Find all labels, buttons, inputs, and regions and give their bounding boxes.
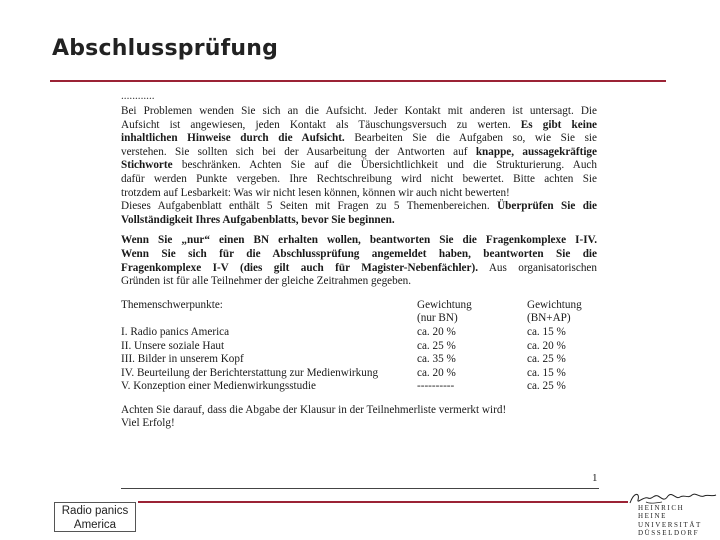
para2-line-4: Gründen ist für alle Teilnehmer der gleiche Zeitrahmen gegeben. — [121, 275, 412, 288]
para2-line-1: Wenn Sie „nur“ einen BN erhalten wollen, beantworten Sie die Fragenkomplexe I-IV. — [121, 234, 597, 247]
subheader-bn: (nur BN) — [417, 312, 458, 325]
para2-line-3: Fragenkomplexe I-V (dies gilt auch für Magister-Nebenfächler). Aus organisatorischen — [121, 261, 597, 274]
instruction-line: trotzdem auf Lesbarkeit: Was wir nicht lesen können, können wir auch nicht bewerten! — [121, 186, 510, 199]
instruction-line: Aufsicht ist angewiesen, jeden Kontakt als Täuschungsversuch zu werten. Es gibt keine — [121, 118, 598, 131]
university-logo — [626, 490, 718, 540]
header-weight-ap: Gewichtung — [527, 298, 582, 311]
header-weight-bn: Gewichtung — [417, 298, 472, 311]
table-row: V. Konzeption einer Medienwirkungsstudie ---------- ca. 25 % — [121, 380, 566, 393]
instruction-line: Bei Problemen wenden Sie sich an die Aufsicht. Jeder Kontakt mit anderen ist untersagt. Die — [121, 105, 597, 117]
instructions-paragraph — [121, 105, 597, 227]
header-topics: Themenschwerpunkte: — [121, 298, 223, 311]
table-row: I. Radio panics America ca. 20 % ca. 15 % — [121, 325, 566, 338]
instruction-line: Stichworte beschränken. Achten Sie auf die Übersichtlichkeit und die Strukturierung. Auch — [121, 159, 597, 172]
topics-table — [121, 299, 582, 394]
subheader-ap: (BN+AP) — [527, 312, 571, 325]
table-row: IV. Beurteilung der Berichterstattung zur Medienwirkung ca. 20 % ca. 15 % — [121, 366, 566, 379]
slide-title: Abschlussprüfung — [52, 36, 279, 61]
footer-section-label: Radio panics America — [54, 502, 136, 532]
closing-wish: Viel Erfolg! — [121, 417, 175, 430]
document-footer-rule — [121, 488, 599, 489]
instruction-line: Dieses Aufgabenblatt enthält 5 Seiten mit Fragen zu 5 Themenbereichen. Überprüfen Sie die — [121, 200, 598, 213]
instruction-line: verstehen. Sie sollten sich bei der Ausarbeitung der Antworten auf knappe, aussagekräftige — [121, 145, 597, 158]
instruction-line: Vollständigkeit Ihres Aufgabenblatts, bevor Sie beginnen. — [121, 213, 395, 226]
instruction-line: dafür werden Punkte vergeben. Ihre Rechtschreibung wird nicht bewertet. Bitte achten Sie — [121, 172, 597, 185]
closing-note: Achten Sie darauf, dass die Abgabe der Klausur in der Teilnehmerliste vermerkt wird! — [121, 403, 507, 416]
exam-document — [121, 92, 597, 431]
university-name: HEINRICH HEINE UNIVERSITÄT DÜSSELDORF — [638, 504, 702, 538]
title-divider — [50, 80, 666, 82]
footer-divider — [138, 501, 628, 503]
document-cut-line: ............ — [121, 92, 155, 102]
table-row: II. Unsere soziale Haut ca. 25 % ca. 20 % — [121, 339, 566, 352]
instruction-line: inhaltlichen Hinweise durch die Aufsicht. Bearbeiten Sie die Aufgaben so, wie Sie sie — [121, 132, 597, 145]
page-number: 1 — [592, 472, 598, 484]
table-header-row — [121, 299, 582, 313]
table-row: III. Bilder in unserem Kopf ca. 35 % ca. 25 % — [121, 353, 566, 366]
para2-line-2: Wenn Sie sich für die Abschlussprüfung angemeldet haben, beantworten Sie die — [121, 247, 597, 260]
table-subheader-row — [121, 312, 582, 326]
